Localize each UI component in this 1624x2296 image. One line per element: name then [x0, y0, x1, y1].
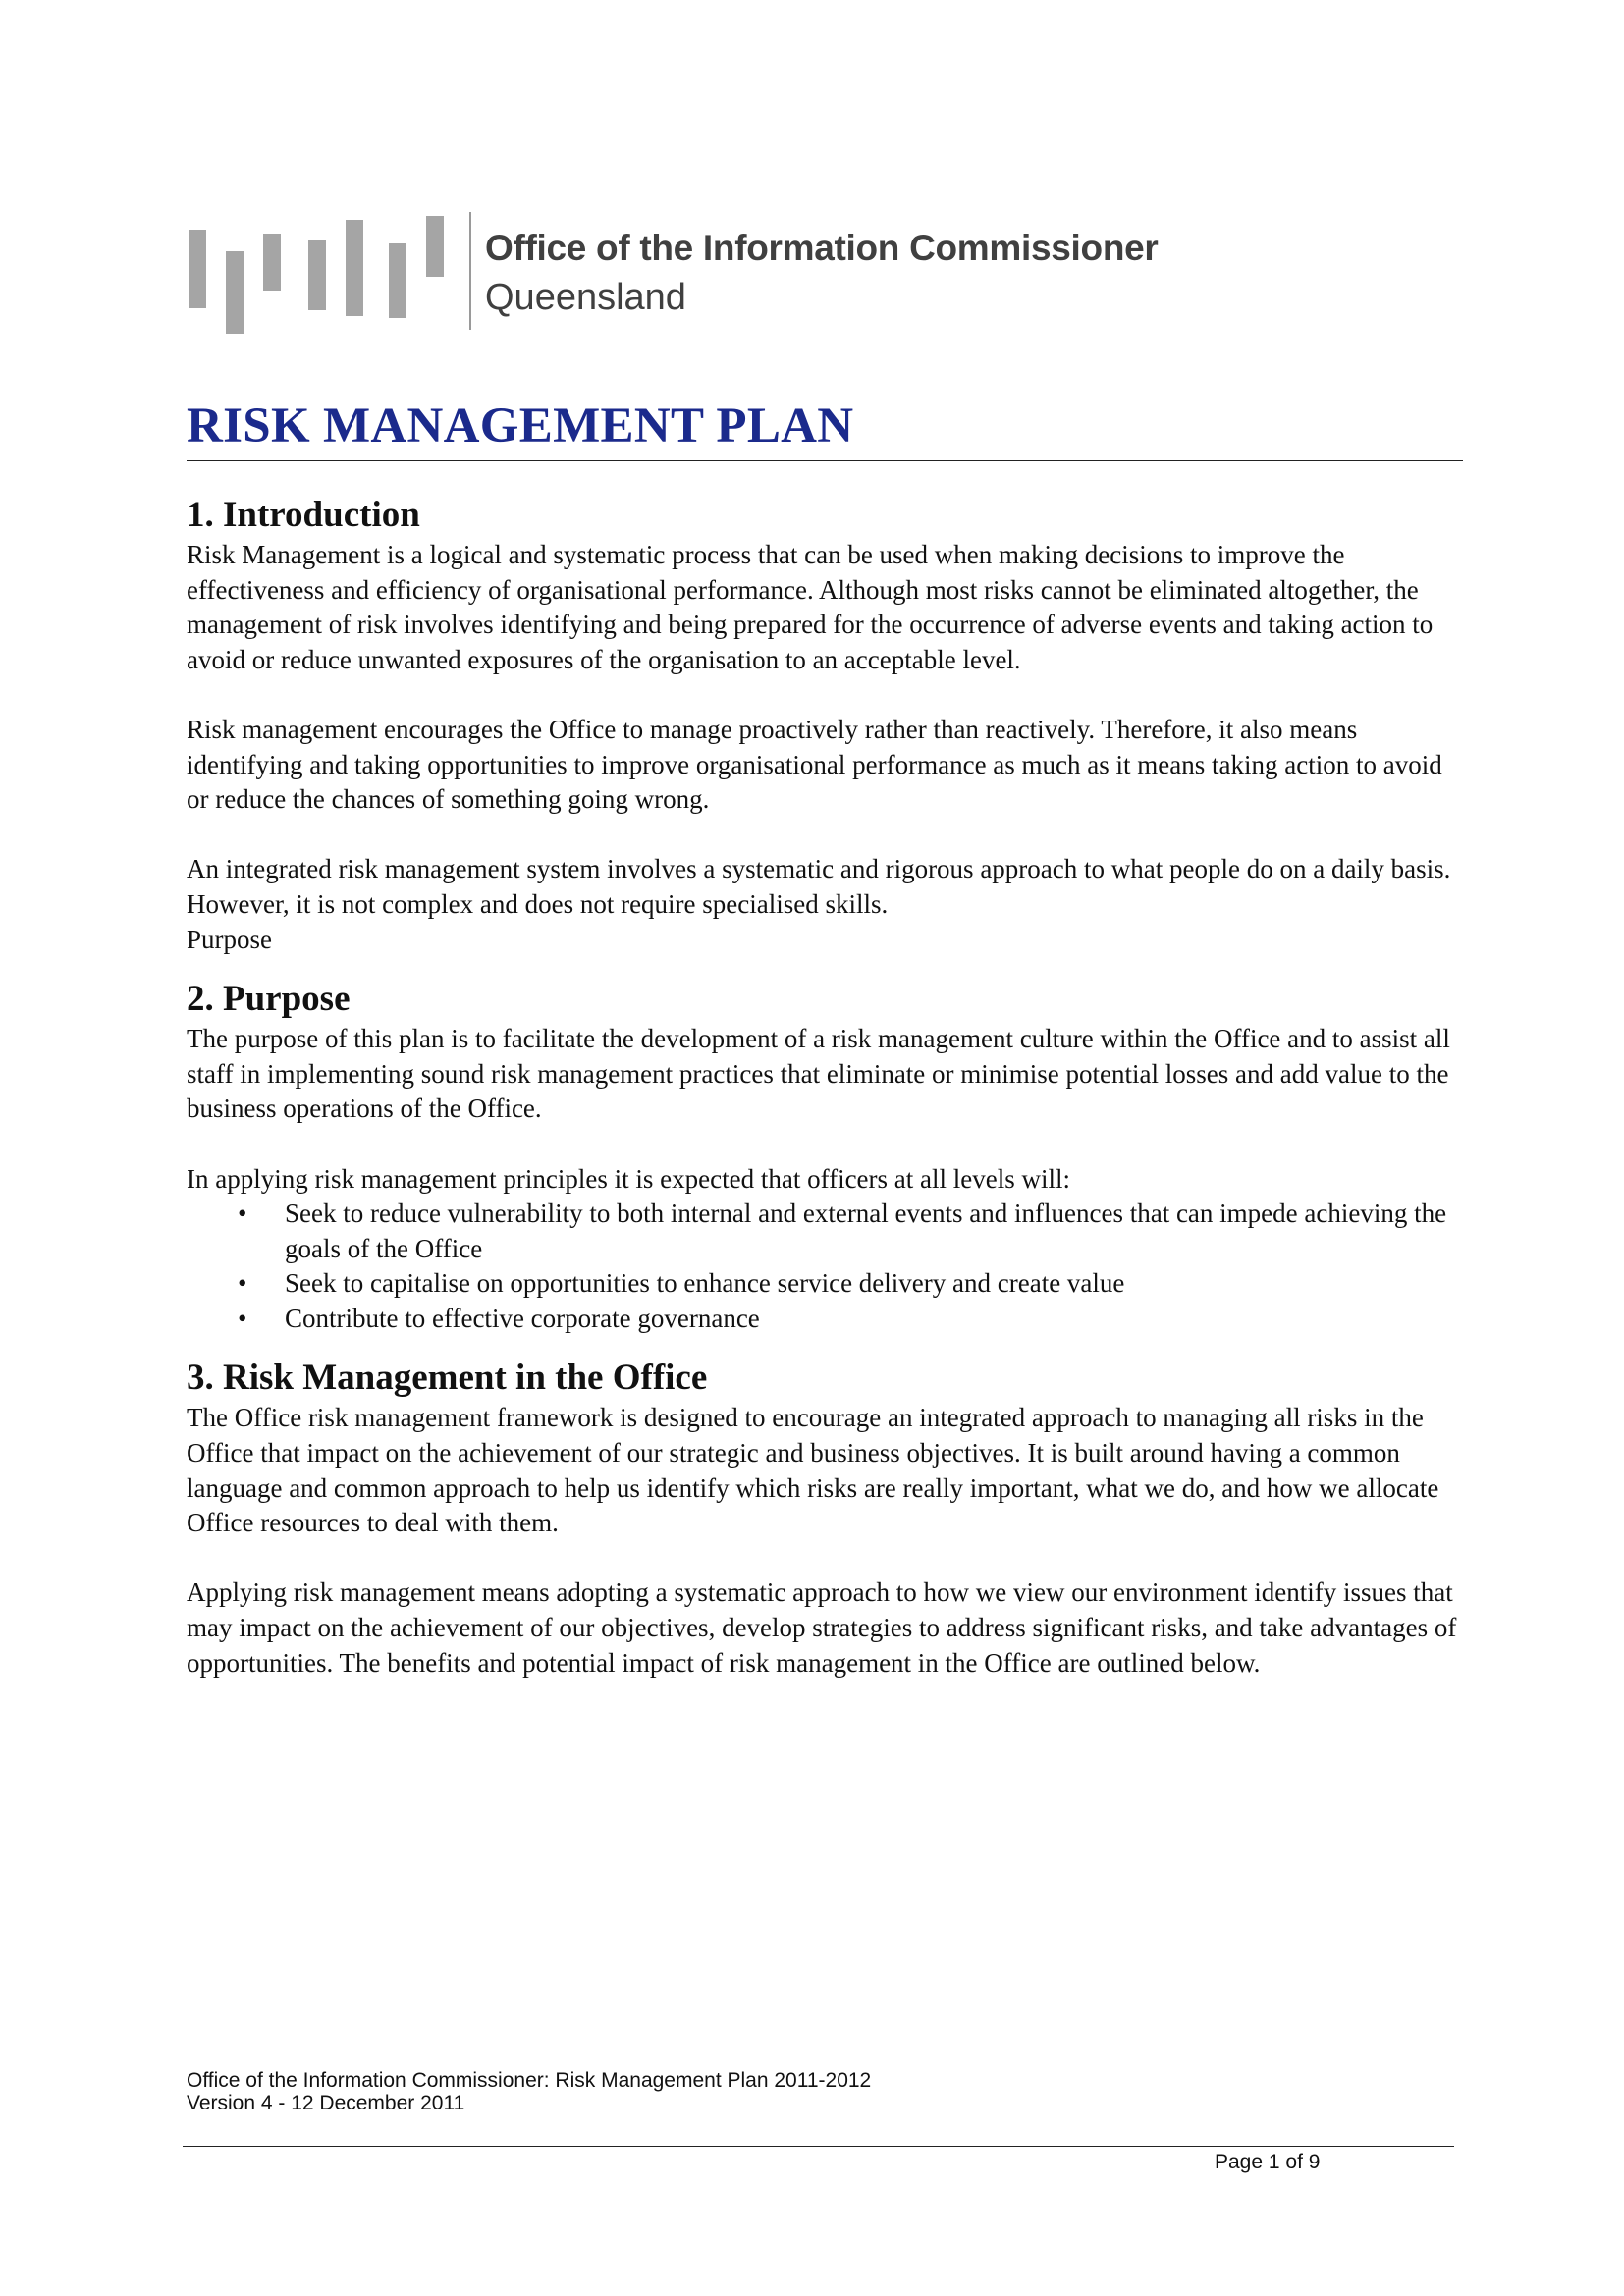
list-item — [238, 1302, 1463, 1337]
paragraph: The Office risk management framework is designed to encourage an integrated approach to managing all risks in the Office that impact on the achievement of our strategic and business objectives. It is built around having a common language and common approach to help us identify which risks are really important, what we do, and how we allocate Office resources to deal with them. — [187, 1403, 1439, 1538]
logo-bar — [346, 220, 363, 316]
section-heading: 2. Purpose — [187, 979, 351, 1020]
logo-bar — [389, 243, 406, 318]
footer-version: Version 4 - 12 December 2011 — [187, 2092, 465, 2114]
logo-org-name: Office of the Information Commissioner — [485, 228, 1159, 268]
logo-bars-graphic — [189, 208, 456, 334]
footer-rule — [183, 2146, 1454, 2147]
paragraph: Applying risk management means adopting a systematic approach to how we view our environment identify issues that may impact on the achievement of our objectives, develop strategies to address significant risks, and take advantages of opportunities. The benefits and potential impact of risk management in the Office are outlined below. — [187, 1577, 1457, 1678]
section-purpose — [187, 977, 1463, 1336]
oic-logo — [189, 208, 1174, 334]
list-item-text: Seek to reduce vulnerability to both internal and external events and influences that can impede achieving the goals of the Office — [285, 1199, 1447, 1263]
document-title: RISK MANAGEMENT PLAN — [187, 399, 854, 454]
section-heading: 1. Introduction — [187, 495, 420, 535]
section-heading: 3. Risk Management in the Office — [187, 1358, 708, 1399]
logo-bar — [263, 234, 281, 291]
section-introduction — [187, 493, 1463, 957]
page-footer — [187, 2069, 871, 2114]
paragraph: An integrated risk management system involves a systematic and rigorous approach to what people do on a daily basis. However, it is not complex and does not require specialised skills. — [187, 854, 1451, 919]
document-body — [187, 493, 1463, 1681]
bullet-list — [187, 1197, 1463, 1336]
list-item-text: Contribute to effective corporate governance — [285, 1303, 760, 1333]
logo-bar — [308, 240, 326, 310]
bullet-icon: • — [238, 1268, 247, 1299]
logo-bar — [226, 251, 244, 334]
paragraph: The purpose of this plan is to facilitate the development of a risk management culture within the Office and to assist all staff in implementing sound risk management practices that eliminate or minimise potential losses and add value to the business operations of the Office. — [187, 1024, 1450, 1124]
logo-bar — [189, 230, 206, 308]
title-rule — [187, 460, 1463, 461]
page-number: Page 1 of 9 — [1215, 2151, 1321, 2173]
paragraph: Risk Management is a logical and systematic process that can be used when making decisions to improve the effectiveness and efficiency of organisational performance. Although most risks cannot be eliminated altogether, the management of risk involves identifying and being prepared for the occurrence of adverse events and taking action to avoid or reduce unwanted exposures of the organisation to an acceptable level. — [187, 540, 1434, 674]
list-item — [238, 1197, 1463, 1266]
paragraph: In applying risk management principles it is expected that officers at all levels will: — [187, 1163, 1070, 1194]
logo-region: Queensland — [485, 277, 686, 318]
section-risk-in-office — [187, 1356, 1463, 1681]
list-item-text: Seek to capitalise on opportunities to enhance service delivery and create value — [285, 1268, 1125, 1299]
logo-divider — [469, 212, 471, 330]
stray-label: Purpose — [187, 924, 272, 954]
bullet-icon: • — [238, 1303, 247, 1333]
paragraph: Risk management encourages the Office to manage proactively rather than reactively. Therefore, it also means identifying and taking opportunities to improve organisational performance as much as it means taking action to avoid or reduce the chances of something going wrong. — [187, 714, 1442, 815]
footer-document-name: Office of the Information Commissioner: Risk Management Plan 2011-2012 — [187, 2069, 872, 2092]
list-item — [238, 1266, 1463, 1302]
bullet-icon: • — [238, 1199, 247, 1229]
logo-bar — [426, 216, 444, 277]
